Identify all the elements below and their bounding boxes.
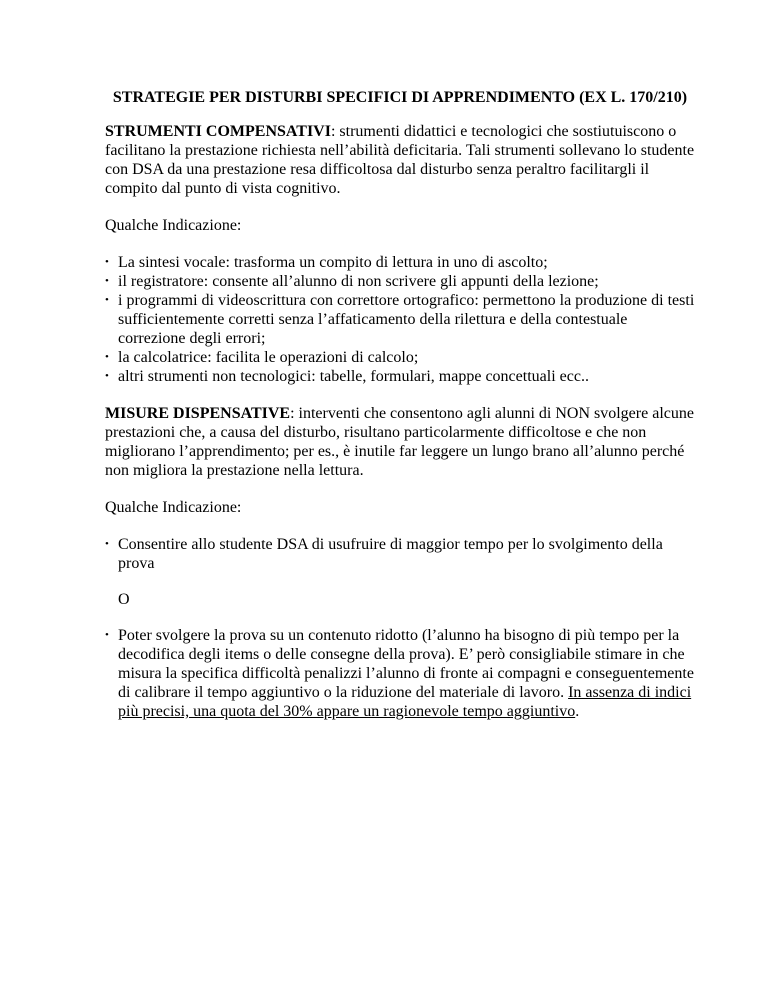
strumenti-list: [105, 253, 695, 386]
list-item: • i programmi di videoscrittura con correttore ortografico: permettono la produzione di testi sufficientemente corretti senza l’affaticamento della rilettura e della contestuale correzione degli errori;: [105, 292, 695, 347]
strumenti-heading: STRUMENTI COMPENSATIVI: [105, 123, 331, 140]
or-separator: O: [118, 591, 130, 608]
bullet-icon: •: [105, 294, 109, 306]
strumenti-indicazione-label: Qualche Indicazione:: [105, 217, 242, 234]
document-title: STRATEGIE PER DISTURBI SPECIFICI DI APPRENDIMENTO (EX L. 170/210): [112, 89, 688, 106]
bullet-icon: •: [105, 256, 109, 268]
misure-heading: MISURE DISPENSATIVE: [105, 405, 291, 422]
bullet-icon: •: [105, 538, 109, 550]
bullet-icon: •: [105, 351, 109, 363]
list-item: • Consentire allo studente DSA di usufruire di maggior tempo per lo svolgimento della prova: [105, 536, 663, 572]
misure-text: : interventi che consentono agli alunni di NON svolgere alcune prestazioni che, a causa del disturbo, risultano particolarmente difficoltose e che non migliorano l’apprendimento; per es., è inutile far leggere un lungo brano all’alunno perché non migliora la prestazione nella lettura.: [105, 405, 694, 479]
list-item: • La sintesi vocale: trasforma un compito di lettura in uno di ascolto;: [105, 254, 548, 271]
list-item: • la calcolatrice: facilita le operazioni di calcolo;: [105, 349, 419, 366]
bullet-icon: •: [105, 629, 109, 641]
strumenti-paragraph: [105, 122, 695, 198]
list-item: • il registratore: consente all’alunno di non scrivere gli appunti della lezione;: [105, 273, 599, 290]
bullet-icon: •: [105, 275, 109, 287]
bullet-icon: •: [105, 370, 109, 382]
underlined-note: In assenza di indici più precisi, una quota del 30% appare un ragionevole tempo aggiuntivo: [118, 684, 692, 720]
misure-paragraph: [105, 404, 695, 480]
misure-list: [105, 535, 695, 573]
strumenti-text: : strumenti didattici e tecnologici che sostiutuiscono o facilitano la prestazione richiesta nell’abilità deficitaria. Tali strumenti sollevano lo studente con DSA da una prestazione resa difficoltosa dal disturbo senza peraltro facilitargli il compito dal punto di vista cognitivo.: [105, 123, 695, 197]
list-item: • altri strumenti non tecnologici: tabelle, formulari, mappe concettuali ecc..: [105, 368, 589, 385]
document-page: [105, 88, 695, 739]
list-item: • Poter svolgere la prova su un contenuto ridotto (l’alunno ha bisogno di più tempo per la decodifica degli items o delle consegne della prova). E’ però consigliabile stimare in che misura la specifica difficoltà penalizzi l’alunno di fronte ai compagni e conseguentemente di calibrare il tempo aggiuntivo o la riduzione del materiale di lavoro. In assenza di indici più precisi, una quota del 30% appare un ragionevole tempo aggiuntivo.: [105, 627, 694, 720]
misure-list-2: [105, 626, 695, 721]
misure-indicazione-label: Qualche Indicazione:: [105, 499, 242, 516]
